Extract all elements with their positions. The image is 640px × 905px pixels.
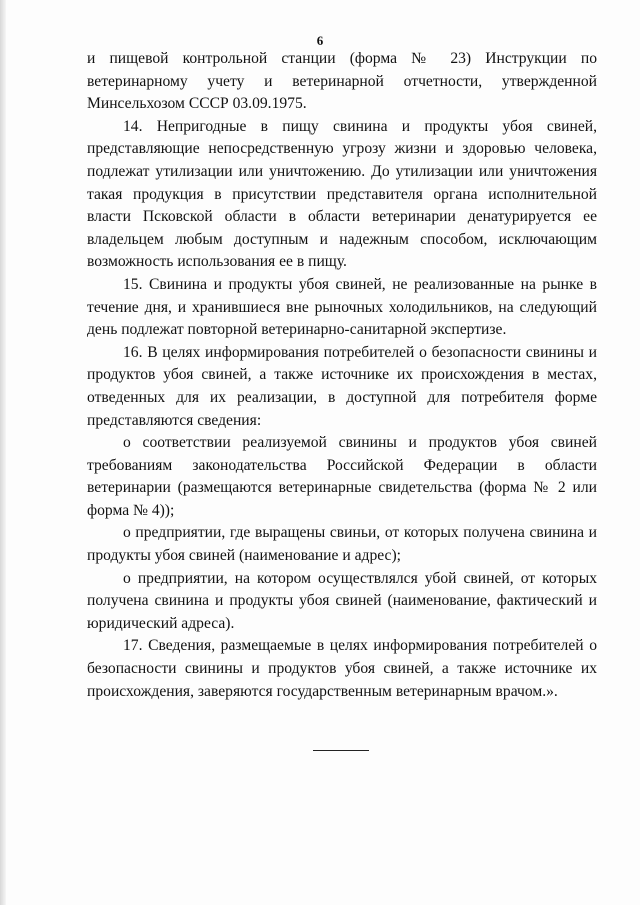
paragraph-14: 14. Непригодные в пищу свинина и продукты убоя свиней, представляющие непосредственную угрозу жизни и здоровью человека, подлежат утилизации или уничтожению. До утилизации или уничтожения такая продукция в присутствии представителя органа исполнительной власти Псковской области в области ветеринарии денатурируется ее владельцем любым доступным и надежным способом, исключающим возможность использования ее в пищу. xyxy=(87,117,597,271)
paragraph-16-item-1: о соответствии реализуемой свинины и продуктов убоя свиней требованиям законодательства Российской Федерации в области ветеринарии (размещаются ветеринарные свидетельства (форма № 2 или форма № 4)); xyxy=(87,434,597,519)
paragraph-16-item-3: о предприятии, на котором осуществлялся убой свиней, от которых получена свинина и продукты убоя свиней (наименование, фактический и юридический адреса). xyxy=(87,569,597,632)
paragraph-16: 16. В целях информирования потребителей о безопасности свинины и продуктов убоя свиней, а также источнике их происхождения в местах, отведенных для их реализации, в доступной для потребителя форме представляются сведения: xyxy=(87,343,597,429)
end-divider xyxy=(313,750,369,751)
page-number: 6 xyxy=(316,33,324,48)
paragraph-15: 15. Свинина и продукты убоя свиней, не реализованные на рынке в течение дня, и хранившиеся вне рыночных холодильников, на следующий день подлежат повторной ветеринарно-санитарной экспертизе. xyxy=(87,275,597,339)
document-body xyxy=(87,48,597,703)
paragraph-continuation: и пищевой контрольной станции (форма № 23) Инструкции по ветеринарному учету и ветеринарной отчетности, утвержденной Минсельхозом СССР 03.09.1975. xyxy=(87,50,597,113)
scan-edge xyxy=(0,0,6,905)
paragraph-16-item-2: о предприятии, где выращены свиньи, от которых получена свинина и продукты убоя свиней (наименование и адрес); xyxy=(87,524,597,565)
paragraph-17: 17. Сведения, размещаемые в целях информирования потребителей о безопасности свинины и продуктов убоя свиней, а также источнике их происхождения, заверяются государственным ветеринарным врачом.». xyxy=(87,637,597,700)
